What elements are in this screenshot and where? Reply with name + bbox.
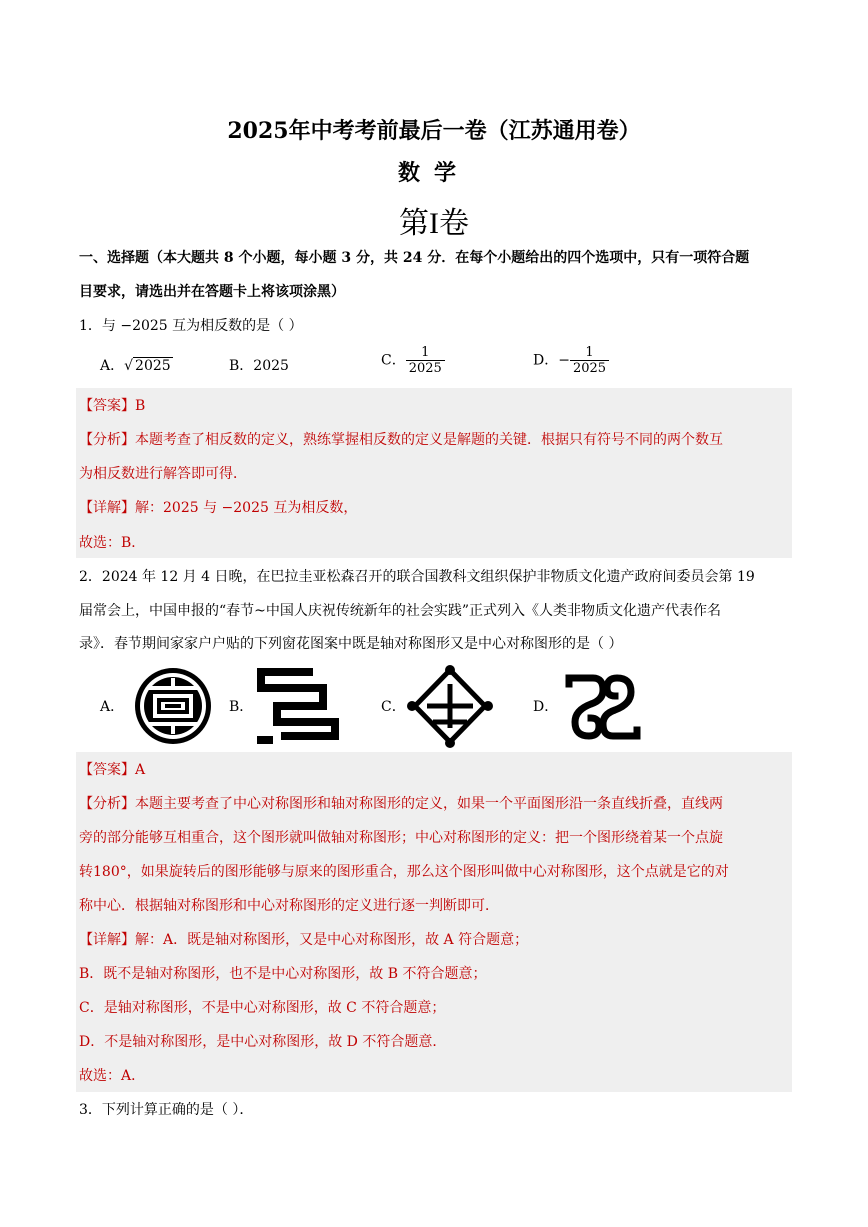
fraction-denominator: 2025 xyxy=(572,361,607,376)
section-heading-line1: 一、选择题（本大题共 8 个小题，每小题 3 分，共 24 分．在每个小题给出的四个选项中，只有一项符合题 xyxy=(79,250,750,266)
detail-text: 解：2025 与 −2025 互为相反数， xyxy=(135,500,358,516)
q1-detail xyxy=(79,498,357,518)
q1-stem: 1．与 −2025 互为相反数的是（ ） xyxy=(79,318,303,334)
q1-option-b xyxy=(229,356,289,376)
q2-stem-line1: 2．2024 年 12 月 4 日晚，在巴拉圭亚松森召开的联合国教科文组织保护非物质文化遗产政府间委员会第 19 xyxy=(79,569,755,585)
q2-detail-line3: C．是轴对称图形，不是中心对称图形，故 C 不符合题意； xyxy=(79,1000,446,1016)
detail-tag: 【详解】 xyxy=(79,500,135,516)
q2-stem-line2: 届常会上，中国申报的“春节~中国人庆祝传统新年的社会实践”正式列入《人类非物质文化遗产代表作名 xyxy=(79,603,722,619)
q2-analysis-line3: 转180°，如果旋转后的图形能够与原来的图形重合，那么这个图形叫做中心对称图形，这个点就是它的对 xyxy=(79,864,729,880)
q1-option-d-fraction xyxy=(570,345,609,376)
q2-stem-line3: 录》．春节期间家家户户贴的下列窗花图案中既是轴对称图形又是中心对称图形的是（ ） xyxy=(79,636,623,652)
q2-detail-line2: B．既不是轴对称图形，也不是中心对称图形，故 B 不符合题意； xyxy=(79,966,487,982)
q2-option-b-label: B． xyxy=(229,699,254,715)
analysis-tag: 【分析】 xyxy=(79,432,135,448)
q1-analysis-line2: 为相反数进行解答即可得． xyxy=(79,466,247,482)
q1-option-b-value: 2025 xyxy=(253,358,289,374)
q2-detail-line1 xyxy=(79,930,528,950)
analysis-text: 本题考查了相反数的定义，熟练掌握相反数的定义是解题的关键．根据只有符号不同的两个数互 xyxy=(135,432,723,448)
q1-option-a-value: 2025 xyxy=(135,358,171,374)
minus-sign: − xyxy=(558,352,570,369)
section-heading-line2: 目要求，请选出并在答题卡上将该项涂黑） xyxy=(79,284,345,300)
q2-option-d-label: D． xyxy=(533,699,559,715)
q2-detail-line4: D．不是轴对称图形，是中心对称图形，故 D 不符合题意． xyxy=(79,1034,447,1050)
volume-title: 第I卷 xyxy=(399,207,469,240)
q1-answer: 【答案】B xyxy=(79,398,146,414)
fraction-numerator: 1 xyxy=(406,345,445,361)
paper-cut-pattern-a xyxy=(133,666,213,746)
fraction-numerator: 1 xyxy=(570,345,609,361)
q1-option-d xyxy=(533,345,609,376)
q1-option-c xyxy=(381,345,445,376)
q2-option-c-label: C． xyxy=(381,699,406,715)
exam-title: 2025年中考考前最后一卷（江苏通用卷） xyxy=(227,118,641,144)
paper-cut-pattern-c xyxy=(407,664,493,748)
q2-analysis-line1 xyxy=(79,794,723,814)
fraction-denominator: 2025 xyxy=(408,361,442,376)
q2-analysis-line4: 称中心．根据轴对称图形和中心对称图形的定义进行逐一判断即可． xyxy=(79,898,499,914)
q3-stem: 3．下列计算正确的是（ ）． xyxy=(79,1102,254,1118)
q2-conclusion: 故选：A． xyxy=(79,1068,146,1084)
q1-conclusion: 故选：B． xyxy=(79,535,146,551)
q1-option-c-fraction xyxy=(406,345,445,376)
q1-option-d-label: D． xyxy=(533,352,559,369)
detail-tag: 【详解】 xyxy=(79,932,135,948)
analysis-text: 本题主要考查了中心对称图形和轴对称图形的定义，如果一个平面图形沿一条直线折叠，直线两 xyxy=(135,796,723,812)
q1-analysis-line1 xyxy=(79,430,723,450)
q2-analysis-line2: 旁的部分能够互相重合，这个图形就叫做轴对称图形；中心对称图形的定义：把一个图形绕着某一个点旋 xyxy=(79,830,723,846)
q2-answer: 【答案】A xyxy=(79,762,146,778)
q1-option-c-label: C． xyxy=(381,352,406,369)
subject-title: 数学 xyxy=(397,160,470,186)
paper-cut-pattern-d xyxy=(563,670,643,744)
analysis-tag: 【分析】 xyxy=(79,796,135,812)
detail-text: 解：A．既是轴对称图形，又是中心对称图形，故 A 符合题意； xyxy=(135,932,529,948)
q1-option-b-label: B． xyxy=(229,358,254,374)
paper-cut-pattern-b xyxy=(255,666,341,746)
q2-option-a-label: A． xyxy=(100,699,125,715)
q1-option-a-label: A． xyxy=(100,358,125,374)
sqrt-symbol: √ 2025 xyxy=(124,358,171,374)
q1-option-a xyxy=(100,356,173,376)
